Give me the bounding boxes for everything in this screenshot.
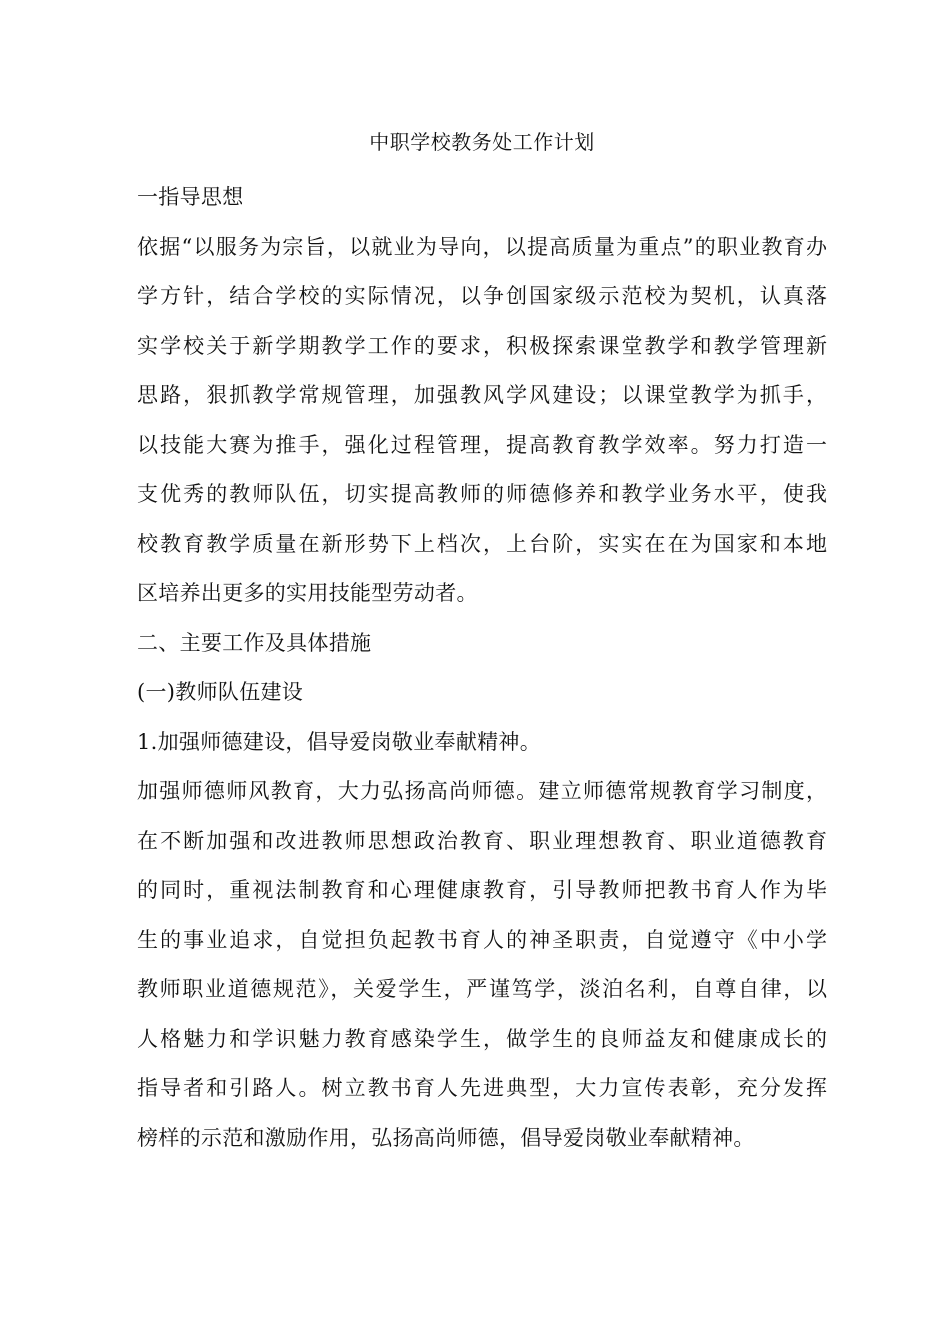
document-body xyxy=(137,124,827,1163)
section-heading-guiding-ideology: 一指导思想 xyxy=(137,185,244,209)
paragraph-line: 思路，狠抓教学常规管理，加强教风学风建设；以课堂教学为抓手， xyxy=(137,383,827,407)
paragraph-guiding-ideology xyxy=(137,223,827,619)
paragraph-line: 在不断加强和改进教师思想政治教育、职业理想教育、职业道德教育 xyxy=(137,828,827,853)
paragraph-line: 区培养出更多的实用技能型劳动者。 xyxy=(137,581,478,605)
document-title: 中职学校教务处工作计划 xyxy=(369,130,595,154)
section-heading-main-work: 二、主要工作及具体措施 xyxy=(137,630,372,655)
subsection-heading-teacher-team: (一)教师队伍建设 xyxy=(137,680,304,704)
paragraph-line: 支优秀的教师队伍，切实提高教师的师德修养和教学业务水平，使我 xyxy=(137,482,827,506)
paragraph-line: 榜样的示范和激励作用，弘扬高尚师德，倡导爱岗敬业奉献精神。 xyxy=(137,1125,755,1150)
paragraph-line: 的同时，重视法制教育和心理健康教育，引导教师把教书育人作为毕 xyxy=(137,878,827,902)
paragraph-line: 生的事业追求，自觉担负起教书育人的神圣职责，自觉遵守《中小学 xyxy=(137,927,827,952)
paragraph-line: 加强师德师风教育，大力弘扬高尚师德。建立师德常规教育学习制度， xyxy=(137,779,827,803)
paragraph-line: 以技能大赛为推手，强化过程管理，提高教育教学效率。努力打造一 xyxy=(137,432,827,457)
paragraph-line: 校教育教学质量在新形势下上档次，上台阶，实实在在为国家和本地 xyxy=(137,531,827,556)
paragraph-line: 实学校关于新学期教学工作的要求，积极探索课堂教学和教学管理新 xyxy=(137,333,827,358)
paragraph-line: 学方针，结合学校的实际情况，以争创国家级示范校为契机，认真落 xyxy=(137,284,827,308)
paragraph-line: 人格魅力和学识魅力教育感染学生，做学生的良师益友和健康成长的 xyxy=(137,1026,827,1051)
item-heading-ethics: 1.加强师德建设，倡导爱岗敬业奉献精神。 xyxy=(137,729,542,754)
paragraph-line: 教师职业道德规范》，关爱学生，严谨笃学，淡泊名利，自尊自律，以 xyxy=(137,977,827,1001)
paragraph-line: 指导者和引路人。树立教书育人先进典型，大力宣传表彰，充分发挥 xyxy=(137,1076,827,1100)
paragraph-ethics xyxy=(137,767,827,1163)
paragraph-line: 依据“以服务为宗旨，以就业为导向，以提高质量为重点”的职业教育办 xyxy=(137,234,827,259)
